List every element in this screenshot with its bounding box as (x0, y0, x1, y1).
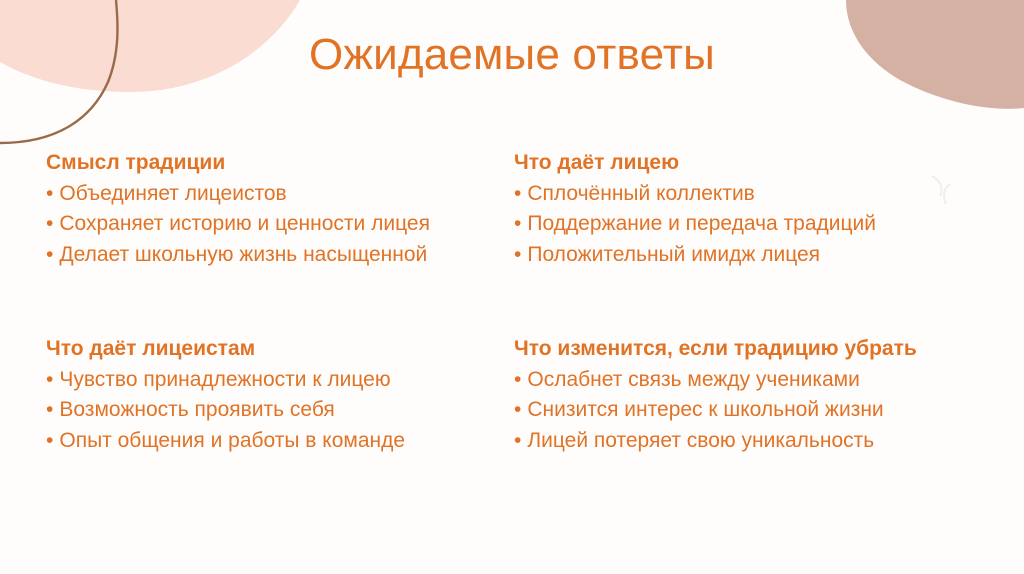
block-lyceum-benefits (514, 148, 876, 270)
block-change-if-removed (514, 334, 917, 456)
list-item (514, 209, 876, 240)
list-item-text: Поддержание и передача традиций (527, 212, 876, 235)
list-item-text: Чувство принадлежности к лицею (59, 367, 391, 391)
list-item-text: Объединяет лицеистов (59, 181, 287, 205)
list-item-text: Возможность проявить себя (59, 398, 335, 421)
list-item (514, 179, 876, 210)
list-item (46, 365, 405, 396)
bullet-marker: • (514, 181, 522, 205)
list-item-text: Сплочённый коллектив (527, 181, 755, 205)
list-item (514, 365, 917, 396)
bullet-marker: • (46, 212, 54, 235)
bullet-marker: • (46, 181, 54, 205)
list-item (514, 395, 917, 426)
block-student-benefits (46, 334, 405, 456)
bullet-marker: • (514, 428, 522, 452)
bullet-marker: • (46, 367, 54, 391)
page-title: Ожидаемые ответы (309, 30, 715, 79)
list-item-text: Делает школьную жизнь насыщенной (59, 242, 428, 266)
bullet-marker: • (514, 242, 522, 266)
bullet-marker: • (514, 212, 522, 235)
bullet-list (514, 365, 917, 457)
list-item-text: Лицей потеряет свою уникальность (527, 428, 875, 452)
bullet-list (46, 179, 430, 271)
list-item (46, 209, 430, 240)
bullet-list (46, 365, 405, 457)
bullet-marker: • (514, 398, 522, 421)
leaf-mark-shape (932, 176, 950, 204)
bullet-marker: • (46, 398, 54, 421)
block-tradition-meaning (46, 148, 430, 270)
block-heading: Что изменится, если традицию убрать (514, 337, 917, 360)
bullet-list (514, 179, 876, 271)
block-heading: Смысл традиции (46, 151, 226, 174)
list-item-text: Опыт общения и работы в команде (59, 428, 406, 452)
list-item (46, 426, 405, 457)
bullet-marker: • (46, 428, 54, 452)
list-item (46, 179, 430, 210)
list-item (514, 426, 917, 457)
list-item (514, 240, 876, 271)
list-item (46, 240, 430, 271)
list-item-text: Снизится интерес к школьной жизни (527, 398, 884, 421)
bullet-marker: • (46, 242, 54, 266)
block-heading: Что даёт лицеистам (46, 337, 256, 360)
list-item-text: Ослабнет связь между учениками (527, 367, 860, 391)
block-heading: Что даёт лицею (514, 151, 680, 174)
list-item-text: Положительный имидж лицея (527, 242, 821, 266)
list-item-text: Сохраняет историю и ценности лицея (59, 212, 430, 235)
list-item (46, 395, 405, 426)
bullet-marker: • (514, 367, 522, 391)
